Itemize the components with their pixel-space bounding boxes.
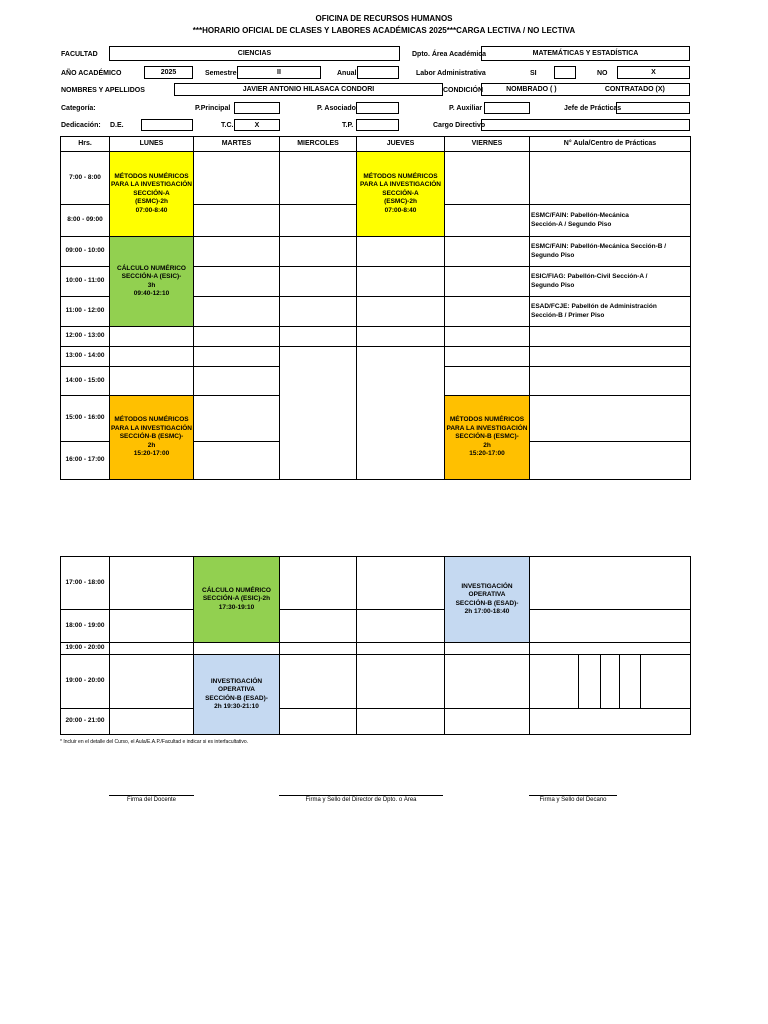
empty-cell bbox=[280, 709, 357, 735]
hour-cell: 8:00 - 09:00 bbox=[61, 205, 110, 237]
header-lunes: LUNES bbox=[110, 137, 194, 152]
empty-cell bbox=[445, 237, 530, 267]
hour-cell: 10:00 - 11:00 bbox=[61, 267, 110, 297]
empty-cell bbox=[530, 327, 691, 347]
empty-cell bbox=[445, 205, 530, 237]
course-block[interactable]: MÉTODOS NUMÉRICOS PARA LA INVESTIGACIÓN SECCIÓN-B (ESMC)- 2h 15:20-17:00 bbox=[445, 396, 530, 480]
auxiliar-field[interactable] bbox=[484, 102, 530, 114]
course-block[interactable]: INVESTIGACIÓN OPERATIVA SECCIÓN-B (ESAD)- 2h 17:00-18:40 bbox=[445, 557, 530, 643]
header-hrs: Hrs. bbox=[61, 137, 110, 152]
empty-cell bbox=[357, 297, 445, 327]
nombres-label: NOMBRES Y APELLIDOS bbox=[61, 87, 145, 94]
de-field[interactable] bbox=[141, 119, 193, 131]
signature-docente: Firma del Docente bbox=[126, 797, 177, 803]
dpto-label: Dpto. Área Académica bbox=[412, 51, 487, 58]
empty-cell bbox=[280, 347, 357, 480]
course-block[interactable]: MÉTODOS NUMÉRICOS PARA LA INVESTIGACIÓN SECCIÓN-B (ESMC)- 2h 15:20-17:00 bbox=[110, 396, 194, 480]
empty-cell bbox=[280, 610, 357, 643]
empty-cell bbox=[357, 655, 445, 709]
empty-cell bbox=[110, 610, 194, 643]
empty-cell bbox=[110, 709, 194, 735]
room-cell: ESMC/FAIN: Pabellón-Mecánica Sección-A / Segundo Piso bbox=[530, 205, 691, 237]
hour-cell: 20:00 - 21:00 bbox=[61, 709, 110, 735]
empty-cell bbox=[445, 643, 530, 655]
signature-line-director bbox=[279, 795, 443, 796]
labor-label: Labor Administrativa bbox=[416, 70, 486, 77]
document-title: ***HORARIO OFICIAL DE CLASES Y LABORES ACADÉMICAS 2025***CARGA LECTIVA / NO LECTIVA bbox=[192, 26, 576, 35]
header-viernes: VIERNES bbox=[445, 137, 530, 152]
empty-cell bbox=[194, 297, 280, 327]
auxiliar-label: P. Auxiliar bbox=[449, 105, 483, 112]
empty-cell bbox=[530, 557, 691, 610]
asociado-label: P. Asociado bbox=[317, 105, 356, 112]
header-miercoles: MIERCOLES bbox=[280, 137, 357, 152]
empty-cell bbox=[530, 610, 691, 643]
empty-cell bbox=[445, 267, 530, 297]
empty-cell bbox=[530, 655, 579, 709]
hour-cell: 19:00 - 20:00 bbox=[61, 643, 110, 655]
jefe-label: Jefe de Prácticas bbox=[564, 105, 622, 112]
condicion-field[interactable] bbox=[481, 83, 690, 96]
empty-cell bbox=[530, 367, 691, 396]
empty-cell bbox=[194, 367, 280, 396]
signature-decano: Firma y Sello del Decano bbox=[539, 797, 607, 803]
schedule-table-morning bbox=[60, 136, 691, 480]
empty-cell bbox=[280, 267, 357, 297]
empty-cell bbox=[110, 655, 194, 709]
anio-label: AÑO ACADÉMICO bbox=[61, 70, 122, 77]
empty-cell bbox=[445, 327, 530, 347]
hour-cell: 16:00 - 17:00 bbox=[61, 442, 110, 480]
categoria-label: Categoría: bbox=[61, 105, 96, 112]
tc-label: T.C. bbox=[221, 122, 234, 129]
empty-cell bbox=[530, 347, 691, 367]
empty-cell bbox=[445, 152, 530, 205]
header-jueves: JUEVES bbox=[357, 137, 445, 152]
hour-cell: 13:00 - 14:00 bbox=[61, 347, 110, 367]
course-block[interactable]: MÉTODOS NUMÉRICOS PARA LA INVESTIGACIÓN SECCIÓN-A (ESMC)-2h 07:00-8:40 bbox=[357, 152, 445, 237]
empty-cell bbox=[280, 557, 357, 610]
contratado-option[interactable]: CONTRATADO (X) bbox=[604, 86, 665, 93]
hour-cell: 19:00 - 20:00 bbox=[61, 655, 110, 709]
condicion-label: CONDICIÓN bbox=[443, 87, 484, 94]
cargo-label: Cargo Directivo bbox=[433, 122, 486, 129]
principal-label: P.Principal bbox=[195, 105, 231, 112]
empty-cell bbox=[194, 442, 280, 480]
empty-cell bbox=[357, 327, 445, 347]
nombres-field[interactable]: JAVIER ANTONIO HILASACA CONDORI bbox=[174, 83, 443, 96]
signature-director: Firma y Sello del Director de Dpto. o Área bbox=[305, 797, 417, 803]
hour-cell: 7:00 - 8:00 bbox=[61, 152, 110, 205]
empty-cell bbox=[530, 152, 691, 205]
empty-cell bbox=[194, 347, 280, 367]
empty-cell bbox=[194, 396, 280, 442]
course-block[interactable]: CÁLCULO NUMÉRICO SECCIÓN-A (ESIC)-2h 17:30-19:10 bbox=[194, 557, 280, 643]
nombrado-option[interactable]: NOMBRADO ( ) bbox=[506, 86, 557, 93]
empty-cell bbox=[357, 709, 445, 735]
hour-cell: 18:00 - 19:00 bbox=[61, 610, 110, 643]
empty-cell bbox=[194, 267, 280, 297]
tp-label: T.P. bbox=[342, 122, 354, 129]
empty-cell bbox=[194, 237, 280, 267]
si-label: SI bbox=[530, 70, 537, 77]
empty-cell bbox=[280, 643, 357, 655]
empty-cell bbox=[641, 655, 691, 709]
de-label: D.E. bbox=[110, 122, 124, 129]
empty-cell bbox=[579, 655, 601, 709]
signature-line-decano bbox=[529, 795, 617, 796]
si-field[interactable] bbox=[554, 66, 576, 79]
principal-field[interactable] bbox=[234, 102, 280, 114]
empty-cell bbox=[445, 709, 530, 735]
empty-cell bbox=[357, 610, 445, 643]
hour-cell: 12:00 - 13:00 bbox=[61, 327, 110, 347]
empty-cell bbox=[530, 643, 691, 655]
header-martes: MARTES bbox=[194, 137, 280, 152]
empty-cell bbox=[530, 709, 691, 735]
hour-cell: 17:00 - 18:00 bbox=[61, 557, 110, 610]
tp-field[interactable] bbox=[356, 119, 399, 131]
hour-cell: 11:00 - 12:00 bbox=[61, 297, 110, 327]
empty-cell bbox=[357, 643, 445, 655]
empty-cell bbox=[357, 347, 445, 480]
schedule-table-evening bbox=[60, 556, 691, 735]
semestre-field[interactable]: II bbox=[237, 66, 321, 79]
footnote: * Incluir en el detalle del Curso, el Aula/E.A.P./Facultad e indicar si es interfacultativo. bbox=[60, 739, 249, 745]
empty-cell bbox=[620, 655, 641, 709]
room-cell: ESAD/FCJE: Pabellón de Administración Sección-B / Primer Piso bbox=[530, 297, 691, 327]
room-cell: ESMC/FAIN: Pabellón-Mecánica Sección-B / Segundo Piso bbox=[530, 237, 691, 267]
empty-cell bbox=[110, 557, 194, 610]
empty-cell bbox=[530, 442, 691, 480]
asociado-field[interactable] bbox=[356, 102, 399, 114]
tc-field[interactable]: X bbox=[234, 119, 280, 131]
empty-cell bbox=[110, 327, 194, 347]
empty-cell bbox=[530, 396, 691, 442]
course-block[interactable]: CÁLCULO NUMÉRICO SECCIÓN-A (ESIC)- 3h 09:40-12:10 bbox=[110, 237, 194, 327]
no-label: NO bbox=[597, 70, 608, 77]
empty-cell bbox=[280, 237, 357, 267]
course-block[interactable]: MÉTODOS NUMÉRICOS PARA LA INVESTIGACIÓN SECCIÓN-A (ESMC)-2h 07:00-8:40 bbox=[110, 152, 194, 237]
empty-cell bbox=[445, 367, 530, 396]
empty-cell bbox=[445, 297, 530, 327]
empty-cell bbox=[110, 643, 194, 655]
anio-field[interactable]: 2025 bbox=[144, 66, 193, 79]
dedicacion-label: Dedicación: bbox=[61, 122, 101, 129]
empty-cell bbox=[280, 655, 357, 709]
empty-cell bbox=[194, 327, 280, 347]
empty-cell bbox=[110, 347, 194, 367]
empty-cell bbox=[445, 347, 530, 367]
empty-cell bbox=[357, 557, 445, 610]
dpto-field[interactable]: MATEMÁTICAS Y ESTADÍSTICA bbox=[481, 46, 690, 61]
empty-cell bbox=[601, 655, 620, 709]
empty-cell bbox=[445, 655, 530, 709]
office-title: OFICINA DE RECURSOS HUMANOS bbox=[315, 14, 453, 23]
empty-cell bbox=[357, 237, 445, 267]
cargo-field[interactable] bbox=[481, 119, 690, 131]
anual-label: Anual bbox=[337, 70, 357, 77]
hour-cell: 14:00 - 15:00 bbox=[61, 367, 110, 396]
signature-line-docente bbox=[109, 795, 194, 796]
hour-cell: 15:00 - 16:00 bbox=[61, 396, 110, 442]
header-aula: N° Aula/Centro de Prácticas bbox=[530, 137, 691, 152]
empty-cell bbox=[280, 205, 357, 237]
hour-cell: 09:00 - 10:00 bbox=[61, 237, 110, 267]
facultad-label: FACULTAD bbox=[61, 51, 98, 58]
room-cell: ESIC/FIAG: Pabellón-Civil Sección-A / Segundo Piso bbox=[530, 267, 691, 297]
empty-cell bbox=[357, 267, 445, 297]
facultad-field[interactable]: CIENCIAS bbox=[109, 46, 400, 61]
empty-cell bbox=[194, 205, 280, 237]
empty-cell bbox=[280, 152, 357, 205]
empty-cell bbox=[194, 152, 280, 205]
empty-cell bbox=[110, 367, 194, 396]
empty-cell bbox=[280, 327, 357, 347]
jefe-field[interactable] bbox=[616, 102, 690, 114]
semestre-label: Semestre bbox=[205, 70, 237, 77]
course-block[interactable]: INVESTIGACIÓN OPERATIVA SECCIÓN-B (ESAD)- 2h 19:30-21:10 bbox=[194, 655, 280, 735]
no-field[interactable]: X bbox=[617, 66, 690, 79]
empty-cell bbox=[280, 297, 357, 327]
empty-cell bbox=[194, 643, 280, 655]
anual-field[interactable] bbox=[357, 66, 399, 79]
